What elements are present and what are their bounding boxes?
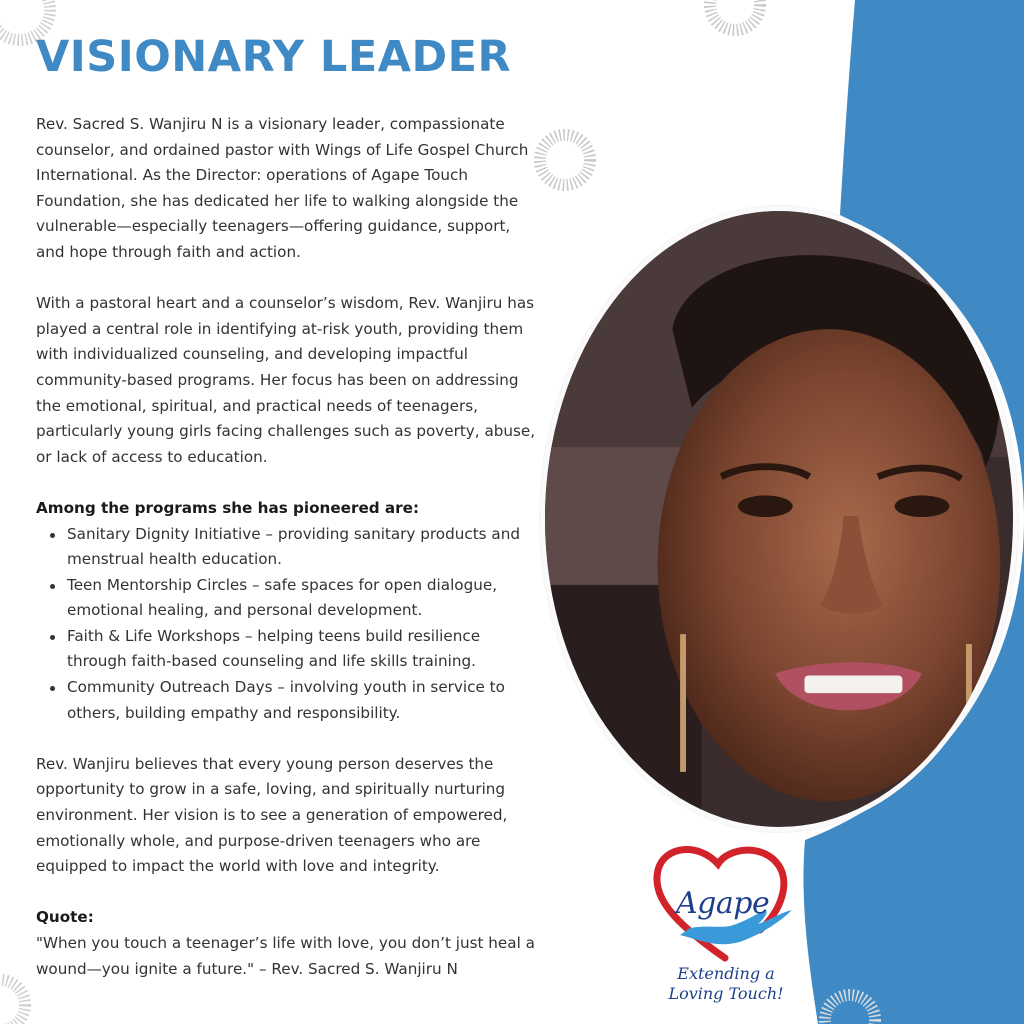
dotted-ring-ornament (815, 985, 885, 1024)
program-item: Sanitary Dignity Initiative – providing sanitary products and menstrual health education. (48, 522, 536, 573)
program-item: Faith & Life Workshops – helping teens build resilience through faith-based counseling and life skills training. (48, 624, 536, 675)
bio-text-column (36, 112, 536, 1008)
dotted-ring-ornament (700, 0, 770, 40)
program-list (48, 522, 536, 727)
portrait-photo (540, 206, 1018, 832)
program-item: Community Outreach Days – involving youth in service to others, building empathy and responsibility. (48, 675, 536, 726)
logo-wordmark: Agape (676, 886, 770, 921)
dotted-ring-ornament (530, 125, 600, 195)
page-title: VISIONARY LEADER (36, 32, 512, 82)
quote-heading: Quote: (36, 908, 94, 927)
program-item: Teen Mentorship Circles – safe spaces for open dialogue, emotional healing, and personal development. (48, 573, 536, 624)
dotted-ring-ornament (0, 970, 35, 1024)
tagline-line-2: Loving Touch! (668, 984, 784, 1003)
tagline-line-1: Extending a (677, 964, 775, 983)
role-paragraph: With a pastoral heart and a counselor’s wisdom, Rev. Wanjiru has played a central role in identifying at-risk youth, providing them with individualized counseling, and developing impactful community-based programs. Her focus has been on addressing the emotional, spiritual, and practical needs of teenagers, particularly young girls facing challenges such as poverty, abuse, or lack of access to education. (36, 294, 536, 466)
intro-paragraph: Rev. Sacred S. Wanjiru N is a visionary leader, compassionate counselor, and ordained pastor with Wings of Life Gospel Church International. As the Director: operations of Agape Touch Foundation, she has dedicated her life to walking alongside the vulnerable—especially teenagers—offering guidance, support, and hope through faith and action. (36, 115, 529, 261)
agape-logo (650, 840, 800, 1020)
vision-paragraph: Rev. Wanjiru believes that every young person deserves the opportunity to grow in a safe, loving, and spiritually nurturing environment. Her vision is to see a generation of empowered, emotionally whole, and purpose-driven teenagers who are equipped to impact the world with love and integrity. (36, 754, 508, 876)
quote-text: "When you touch a teenager’s life with love, you don’t just heal a wound—you ignite a future." – Rev. Sacred S. Wanjiru N (36, 934, 535, 978)
programs-heading: Among the programs she has pioneered are: (36, 498, 420, 517)
logo-tagline (656, 964, 796, 1004)
